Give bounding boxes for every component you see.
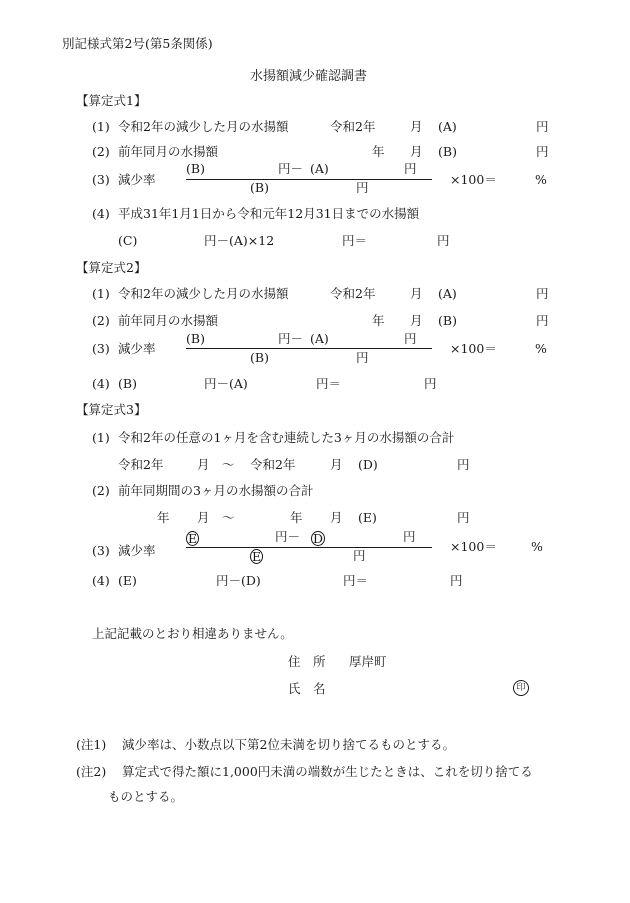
row-label: 減少率 bbox=[118, 341, 156, 356]
row-label: 令和2年の減少した月の水揚額 bbox=[118, 286, 289, 301]
yen-unit: 円 bbox=[457, 457, 470, 472]
form-number: 別記様式第2号(第5条関係) bbox=[62, 36, 213, 51]
row-label: 前年同期間の3ヶ月の水揚額の合計 bbox=[118, 483, 314, 498]
yen-unit: 円 bbox=[450, 573, 463, 588]
row-number: (4) bbox=[92, 573, 110, 588]
formula3-heading: 【算定式3】 bbox=[76, 402, 147, 417]
circled-e: E bbox=[252, 549, 262, 564]
month-label: 月 bbox=[410, 119, 423, 134]
code-b: (B) bbox=[438, 313, 457, 328]
month-label: 月 bbox=[410, 144, 423, 159]
range-tilde: ～ bbox=[222, 510, 235, 525]
circled-e: E bbox=[188, 531, 198, 546]
address-value: 厚岸町 bbox=[349, 654, 387, 669]
start-era-year: 令和2年 bbox=[118, 457, 164, 472]
note2-label: (注2) bbox=[76, 764, 107, 779]
times-100: ×100＝ bbox=[450, 539, 497, 554]
era-year: 令和2年 bbox=[330, 119, 376, 134]
note1-text: 減少率は、小数点以下第2位未満を切り捨てるものとする。 bbox=[122, 737, 455, 752]
numerator-yen-minus: 円－ bbox=[278, 331, 304, 346]
code-b: (B) bbox=[118, 376, 137, 391]
yen-unit: 円 bbox=[536, 119, 549, 134]
row-number: (4) bbox=[92, 376, 110, 391]
row-number: (1) bbox=[92, 286, 110, 301]
end-era-year: 令和2年 bbox=[250, 457, 296, 472]
code-e: (E) bbox=[358, 510, 377, 525]
denominator-e-circled bbox=[250, 549, 263, 564]
times-100: ×100＝ bbox=[450, 172, 497, 187]
era-year: 令和2年 bbox=[330, 286, 376, 301]
code-d: (D) bbox=[358, 457, 378, 472]
end-year: 年 bbox=[290, 510, 303, 525]
row-label: 令和2年の減少した月の水揚額 bbox=[118, 119, 289, 134]
denominator-yen: 円 bbox=[356, 350, 369, 365]
start-year: 年 bbox=[157, 510, 170, 525]
code-a: (A) bbox=[438, 286, 457, 301]
end-month: 月 bbox=[330, 510, 343, 525]
denominator-yen: 円 bbox=[353, 548, 366, 563]
note2-continuation: ものとする。 bbox=[108, 789, 184, 804]
row-number: (2) bbox=[92, 144, 110, 159]
fraction-bar bbox=[186, 348, 432, 349]
yen-unit: 円 bbox=[536, 144, 549, 159]
yen-equals: 円＝ bbox=[316, 376, 342, 391]
yen-equals: 円＝ bbox=[342, 233, 368, 248]
code-a: (A) bbox=[438, 119, 457, 134]
name-label: 氏 名 bbox=[288, 681, 326, 696]
yen-unit: 円 bbox=[536, 286, 549, 301]
note1-label: (注1) bbox=[76, 737, 107, 752]
numerator-a: (A) bbox=[310, 331, 329, 346]
year-label: 年 bbox=[372, 313, 385, 328]
start-month: 月 bbox=[197, 510, 210, 525]
numerator-b: (B) bbox=[186, 161, 205, 176]
circled-d: D bbox=[313, 531, 324, 546]
row-label: 減少率 bbox=[118, 543, 156, 558]
declaration-text: 上記記載のとおり相違ありません。 bbox=[92, 626, 293, 641]
row-number: (3) bbox=[92, 172, 110, 187]
seal-mark: 印 bbox=[513, 680, 529, 696]
document-title: 水揚額減少確認調書 bbox=[250, 69, 368, 84]
numerator-yen: 円 bbox=[404, 161, 417, 176]
row-label: 平成31年1月1日から令和元年12月31日までの水揚額 bbox=[118, 206, 420, 221]
yen-equals: 円＝ bbox=[343, 573, 369, 588]
row-number: (2) bbox=[92, 313, 110, 328]
month-label: 月 bbox=[410, 286, 423, 301]
numerator-yen: 円 bbox=[403, 529, 416, 544]
row-number: (2) bbox=[92, 483, 110, 498]
percent-unit: % bbox=[531, 539, 543, 554]
yen-unit: 円 bbox=[424, 376, 437, 391]
row-number: (1) bbox=[92, 430, 110, 445]
note2-text: 算定式で得た額に1,000円未満の端数が生じたときは、これを切り捨てる bbox=[122, 764, 533, 779]
row-number: (3) bbox=[92, 543, 110, 558]
row-number: (1) bbox=[92, 119, 110, 134]
code-b: (B) bbox=[438, 144, 457, 159]
times-100: ×100＝ bbox=[450, 341, 497, 356]
minus-a: 円－(A) bbox=[204, 376, 248, 391]
minus-d: 円－(D) bbox=[216, 573, 261, 588]
yen-unit: 円 bbox=[457, 510, 470, 525]
numerator-e-circled bbox=[186, 531, 199, 546]
row-number: (4) bbox=[92, 206, 110, 221]
denominator-yen: 円 bbox=[356, 180, 369, 195]
percent-unit: % bbox=[535, 341, 547, 356]
minus-a-times-12: 円－(A)×12 bbox=[204, 233, 275, 248]
numerator-yen-minus: 円－ bbox=[278, 161, 304, 176]
address-label: 住 所 bbox=[288, 654, 326, 669]
formula1-heading: 【算定式1】 bbox=[76, 93, 147, 108]
row-label: 減少率 bbox=[118, 172, 156, 187]
row-label: 前年同月の水揚額 bbox=[118, 144, 219, 159]
numerator-d-circled bbox=[311, 531, 325, 546]
formula2-heading: 【算定式2】 bbox=[76, 260, 147, 275]
numerator-a: (A) bbox=[310, 161, 329, 176]
percent-unit: % bbox=[535, 172, 547, 187]
code-c: (C) bbox=[118, 233, 138, 248]
start-month: 月 bbox=[197, 457, 210, 472]
numerator-b: (B) bbox=[186, 331, 205, 346]
range-tilde: ～ bbox=[222, 457, 235, 472]
row-label: 前年同月の水揚額 bbox=[118, 313, 219, 328]
end-month: 月 bbox=[330, 457, 343, 472]
fraction-bar bbox=[186, 547, 432, 548]
code-e: (E) bbox=[118, 573, 137, 588]
denominator-b: (B) bbox=[250, 350, 269, 365]
year-label: 年 bbox=[372, 144, 385, 159]
numerator-yen: 円 bbox=[404, 331, 417, 346]
row-label: 令和2年の任意の1ヶ月を含む連続した3ヶ月の水揚額の合計 bbox=[118, 430, 455, 445]
numerator-yen-minus: 円－ bbox=[275, 529, 301, 544]
fraction-bar bbox=[186, 179, 432, 180]
month-label: 月 bbox=[410, 313, 423, 328]
row-number: (3) bbox=[92, 341, 110, 356]
yen-unit: 円 bbox=[437, 233, 450, 248]
denominator-b: (B) bbox=[250, 180, 269, 195]
yen-unit: 円 bbox=[536, 313, 549, 328]
